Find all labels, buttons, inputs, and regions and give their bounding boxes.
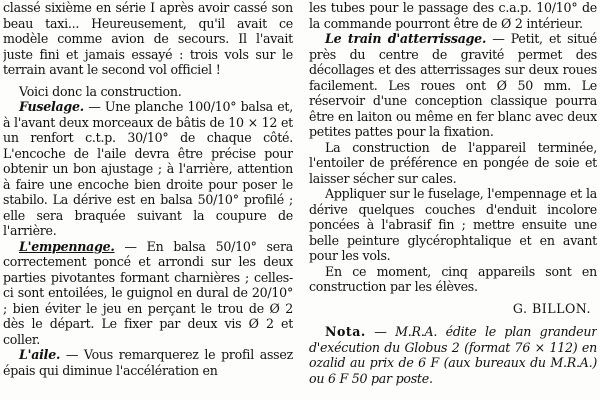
aile-paragraph (3, 347, 293, 378)
nota-text: — M.R.A. édite le plan grandeur d'exécution du Globus 2 (format 76 × 112) en ozalid au prix de 6 F (aux bureaux du M.R.A.) ou 6 F 50 par poste. (309, 324, 597, 386)
left-column (3, 0, 293, 400)
empennage-heading: L'empennage. (19, 238, 115, 254)
assembly-paragraph: La construction de l'appareil terminée, l'entoiler de préférence en pongée de soie et laisser sécher sur cales. (309, 139, 597, 186)
nota-paragraph (309, 324, 597, 386)
fuselage-heading: Fuselage. (19, 99, 84, 114)
empennage-text: — En balsa 50/10° sera correctement poncé et arrondi sur les deux parties pivotantes formant charnières ; celles-ci sont entoilées, le guignol en dural de 20/10° ; bien éviter le jeu en perçant le trou de Ø 2 dès le départ. Le fixer par deux vis Ø 2 et coller. (3, 238, 293, 347)
finish-paragraph: Appliquer sur le fuselage, l'empennage et la dérive quelques couches d'enduit incolore poncées à l'abrasif fin ; mettre ensuite une belle peinture glycérophtalique et en avant pour les vols. (309, 186, 597, 263)
fuselage-paragraph (3, 99, 293, 239)
nota-heading: Nota. (325, 324, 366, 339)
author-signature: G. BILLON. (512, 300, 591, 316)
intro-paragraph: classé sixième en série I après avoir cassé son beau taxi... Heureusement, qu'il avait ce modèle comme avion de secours. Il l'avait juste fini et jamais essayé : trois vols sur le terrain avant le second vol officiel ! (3, 0, 293, 77)
empennage-paragraph (3, 239, 293, 348)
closing-paragraph: En ce moment, cinq appareils sont en construction par les élèves. (309, 263, 597, 294)
aile-text: — Vous remarquerez le profil assez épais qui diminue l'accélération en (3, 347, 293, 378)
right-column (309, 0, 597, 400)
tubes-paragraph: les tubes pour le passage des c.a.p. 10/10° de la commande pourront être de Ø 2 intérieur. (309, 0, 597, 31)
train-heading: Le train d'atterrissage. (325, 31, 487, 46)
train-text: — Petit, et situé près du centre de gravité permet des décollages et des atterrissages sur deux roues facilement. Les roues ont Ø 50 mm. Le réservoir d'une conception classique pourra être en laiton ou même en fer blanc avec deux petites pattes pour la fixation. (309, 31, 597, 139)
train-paragraph (309, 31, 597, 140)
aile-heading: L'aile. (19, 347, 61, 362)
construction-lead: Voici donc la construction. (19, 83, 182, 99)
fuselage-text: — Une planche 100/10° balsa et, à l'avant deux morceaux de bâtis de 10 × 12 et un renfort c.t.p. 30/10° de chaque côté. L'encoche de l'aile devra être précise pour obtenir un bon ajustage ; à l'arrière, attention à faire une encoche bien droite pour poser le stabilo. La dérive est en balsa 50/10° profilé ; elle sera braquée suivant la coupure de l'arrière. (3, 99, 293, 238)
